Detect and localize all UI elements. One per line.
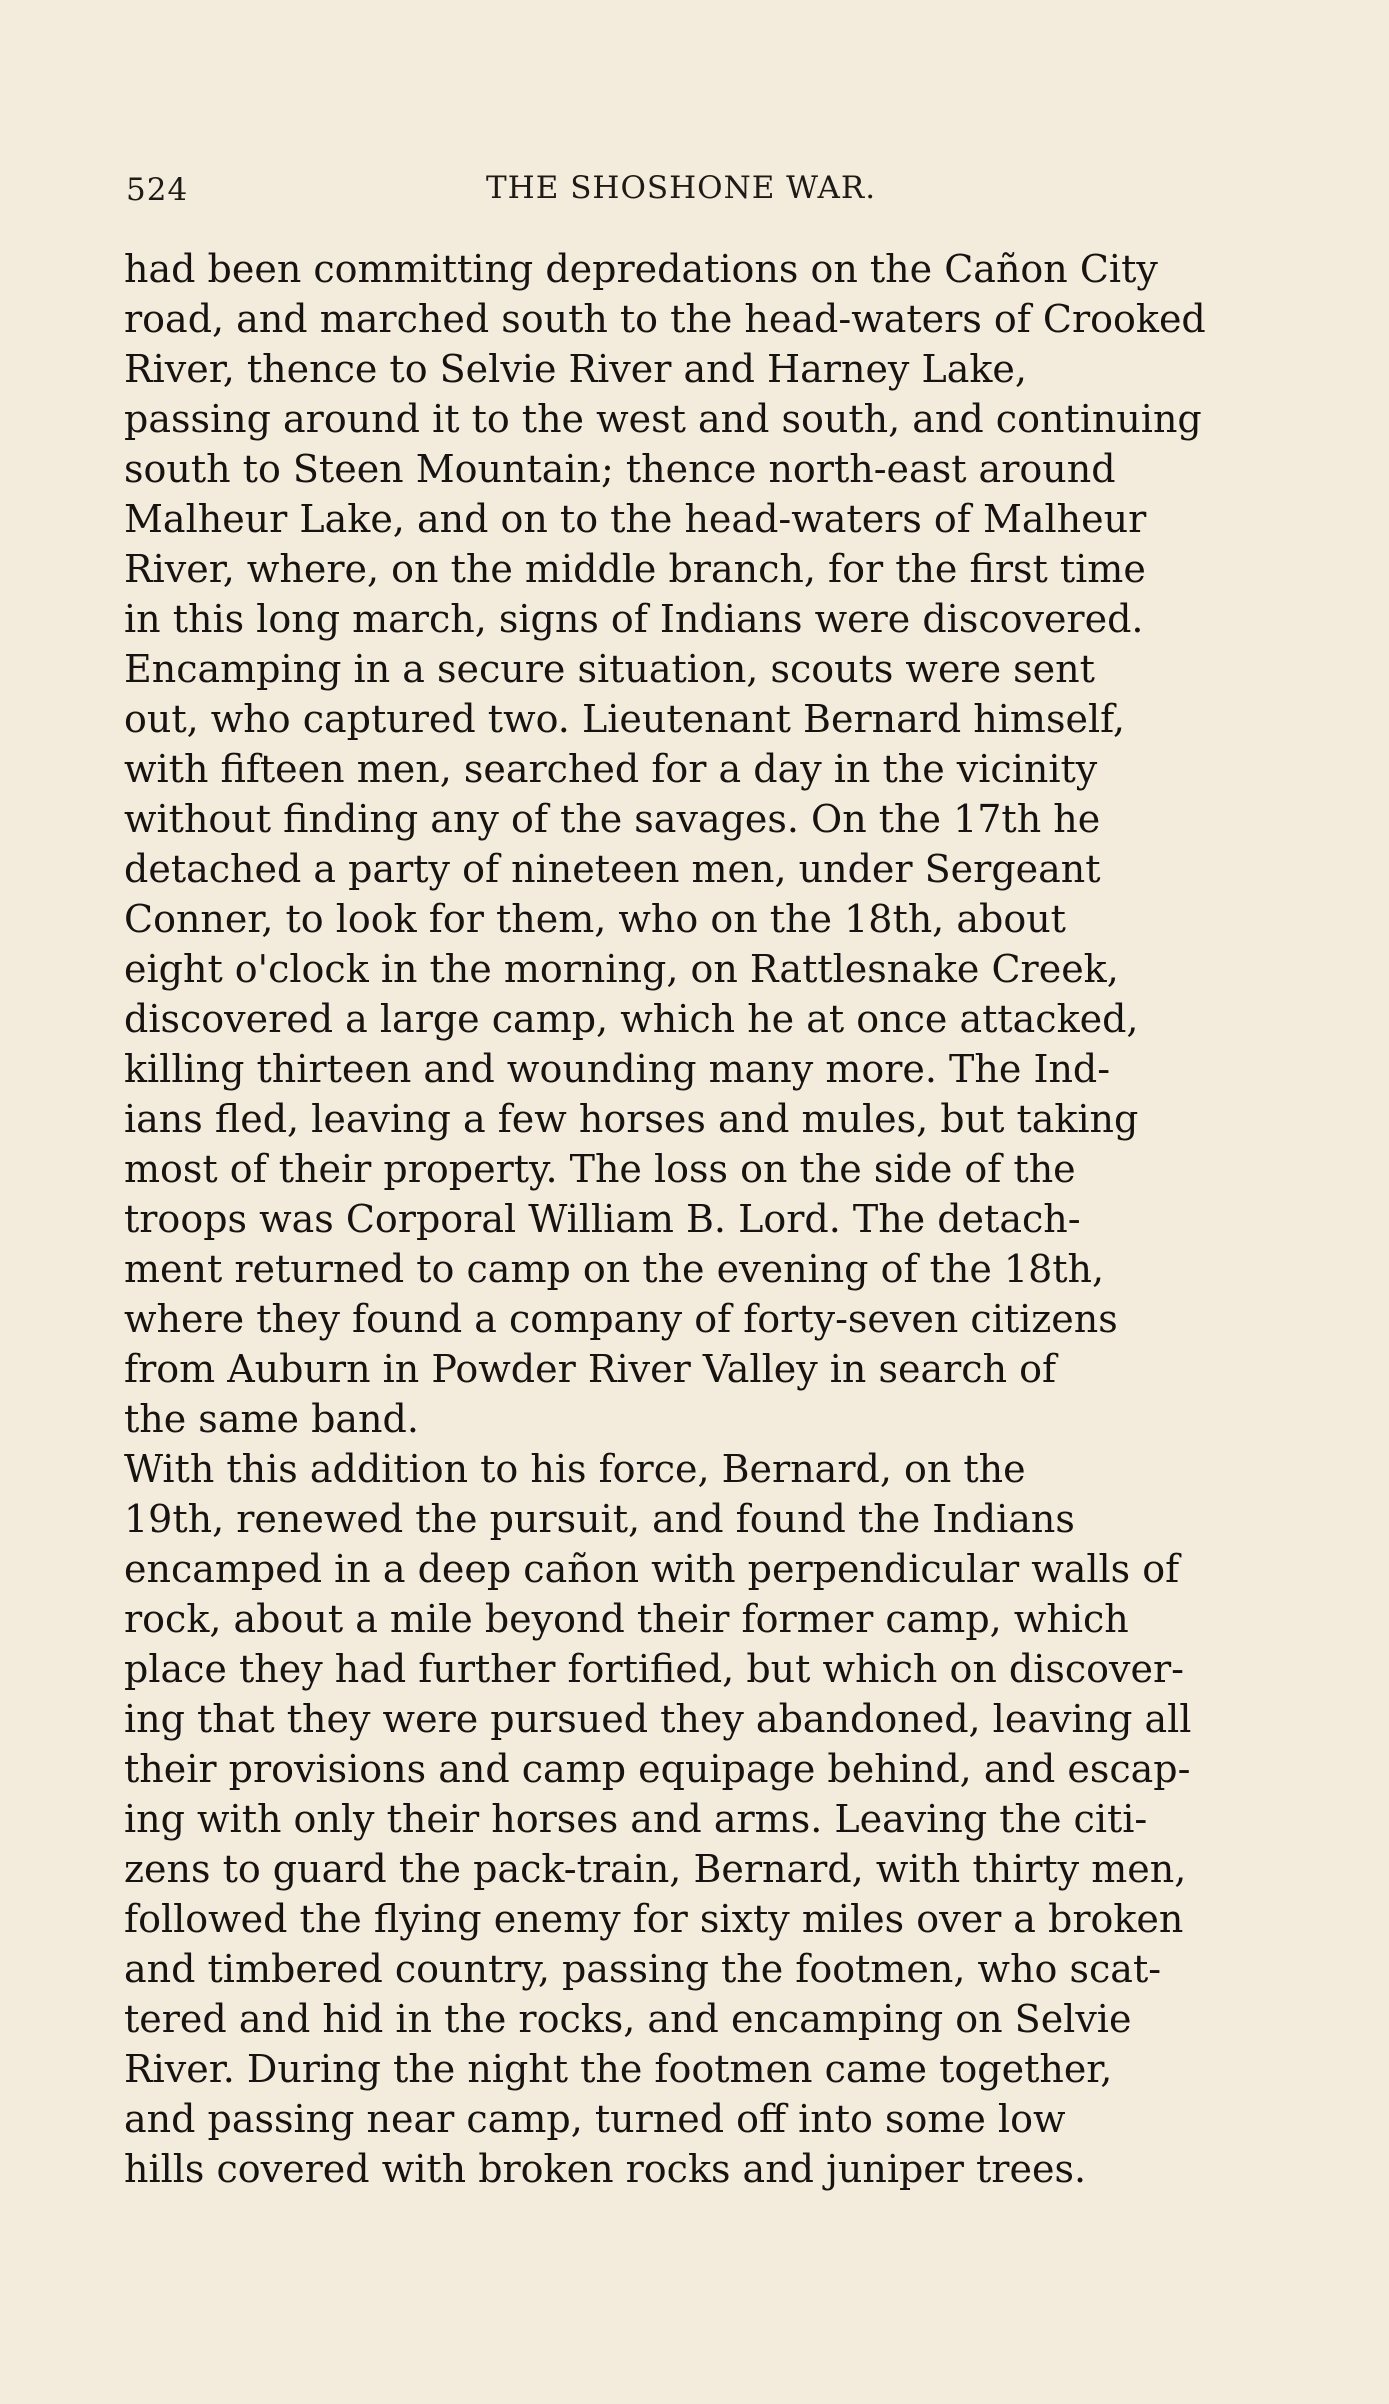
- text-line: where they found a company of forty-seven citizens: [124, 1297, 1118, 1341]
- text-line: with fifteen men, searched for a day in the vicinity: [124, 747, 1098, 791]
- text-line: zens to guard the pack-train, Bernard, with thirty men,: [124, 1847, 1187, 1891]
- text-line: River. During the night the footmen came together,: [124, 2047, 1113, 2091]
- text-line: ing with only their horses and arms. Leaving the citi-: [124, 1797, 1148, 1841]
- text-line: in this long march, signs of Indians were discovered.: [124, 597, 1144, 641]
- text-line: most of their property. The loss on the side of the: [124, 1147, 1076, 1191]
- text-line: passing around it to the west and south, and continuing: [124, 397, 1202, 441]
- text-line: from Auburn in Powder River Valley in search of: [124, 1347, 1057, 1391]
- text-line: detached a party of nineteen men, under Sergeant: [124, 847, 1101, 891]
- text-line: south to Steen Mountain; thence north-east around: [124, 447, 1116, 491]
- text-line: ing that they were pursued they abandoned, leaving all: [124, 1697, 1192, 1741]
- text-line: troops was Corporal William B. Lord. The detach-: [124, 1197, 1081, 1241]
- text-line: River, where, on the middle branch, for the first time: [124, 547, 1146, 591]
- text-line: hills covered with broken rocks and juniper trees.: [124, 2147, 1087, 2191]
- text-line: and passing near camp, turned off into some low: [124, 2097, 1066, 2141]
- text-line: killing thirteen and wounding many more. The Ind-: [124, 1047, 1111, 1091]
- text-line: place they had further fortified, but which on discover-: [124, 1647, 1184, 1691]
- text-line: Encamping in a secure situation, scouts were sent: [124, 647, 1095, 691]
- text-line: ment returned to camp on the evening of the 18th,: [124, 1247, 1105, 1291]
- text-line: had been committing depredations on the Cañon City: [124, 247, 1158, 291]
- text-line: followed the flying enemy for sixty miles over a broken: [124, 1897, 1184, 1941]
- text-line: ians fled, leaving a few horses and mules, but taking: [124, 1097, 1139, 1141]
- text-line: discovered a large camp, which he at once attacked,: [124, 997, 1139, 1041]
- text-line: tered and hid in the rocks, and encamping on Selvie: [124, 1997, 1132, 2041]
- running-title: THE SHOSHONE WAR.: [486, 170, 877, 206]
- text-line: and timbered country, passing the footmen, who scat-: [124, 1947, 1162, 1991]
- text-line: rock, about a mile beyond their former camp, which: [124, 1597, 1129, 1641]
- text-line: With this addition to his force, Bernard, on the: [124, 1447, 1026, 1491]
- text-line: road, and marched south to the head-waters of Crooked: [124, 297, 1206, 341]
- text-line: Conner, to look for them, who on the 18th, about: [124, 897, 1066, 941]
- text-line: out, who captured two. Lieutenant Bernard himself,: [124, 697, 1125, 741]
- page-number: 524: [126, 172, 189, 208]
- text-line: 19th, renewed the pursuit, and found the Indians: [124, 1497, 1075, 1541]
- text-line: their provisions and camp equipage behind, and escap-: [124, 1747, 1191, 1791]
- text-line: encamped in a deep cañon with perpendicular walls of: [124, 1547, 1180, 1591]
- text-line: Malheur Lake, and on to the head-waters of Malheur: [124, 497, 1147, 541]
- text-line: River, thence to Selvie River and Harney Lake,: [124, 347, 1027, 391]
- text-line: without finding any of the savages. On the 17th he: [124, 797, 1101, 841]
- page-header: [126, 160, 1256, 220]
- text-line: the same band.: [124, 1397, 419, 1441]
- text-line: eight o'clock in the morning, on Rattlesnake Creek,: [124, 947, 1119, 991]
- body-text: [124, 244, 1259, 2194]
